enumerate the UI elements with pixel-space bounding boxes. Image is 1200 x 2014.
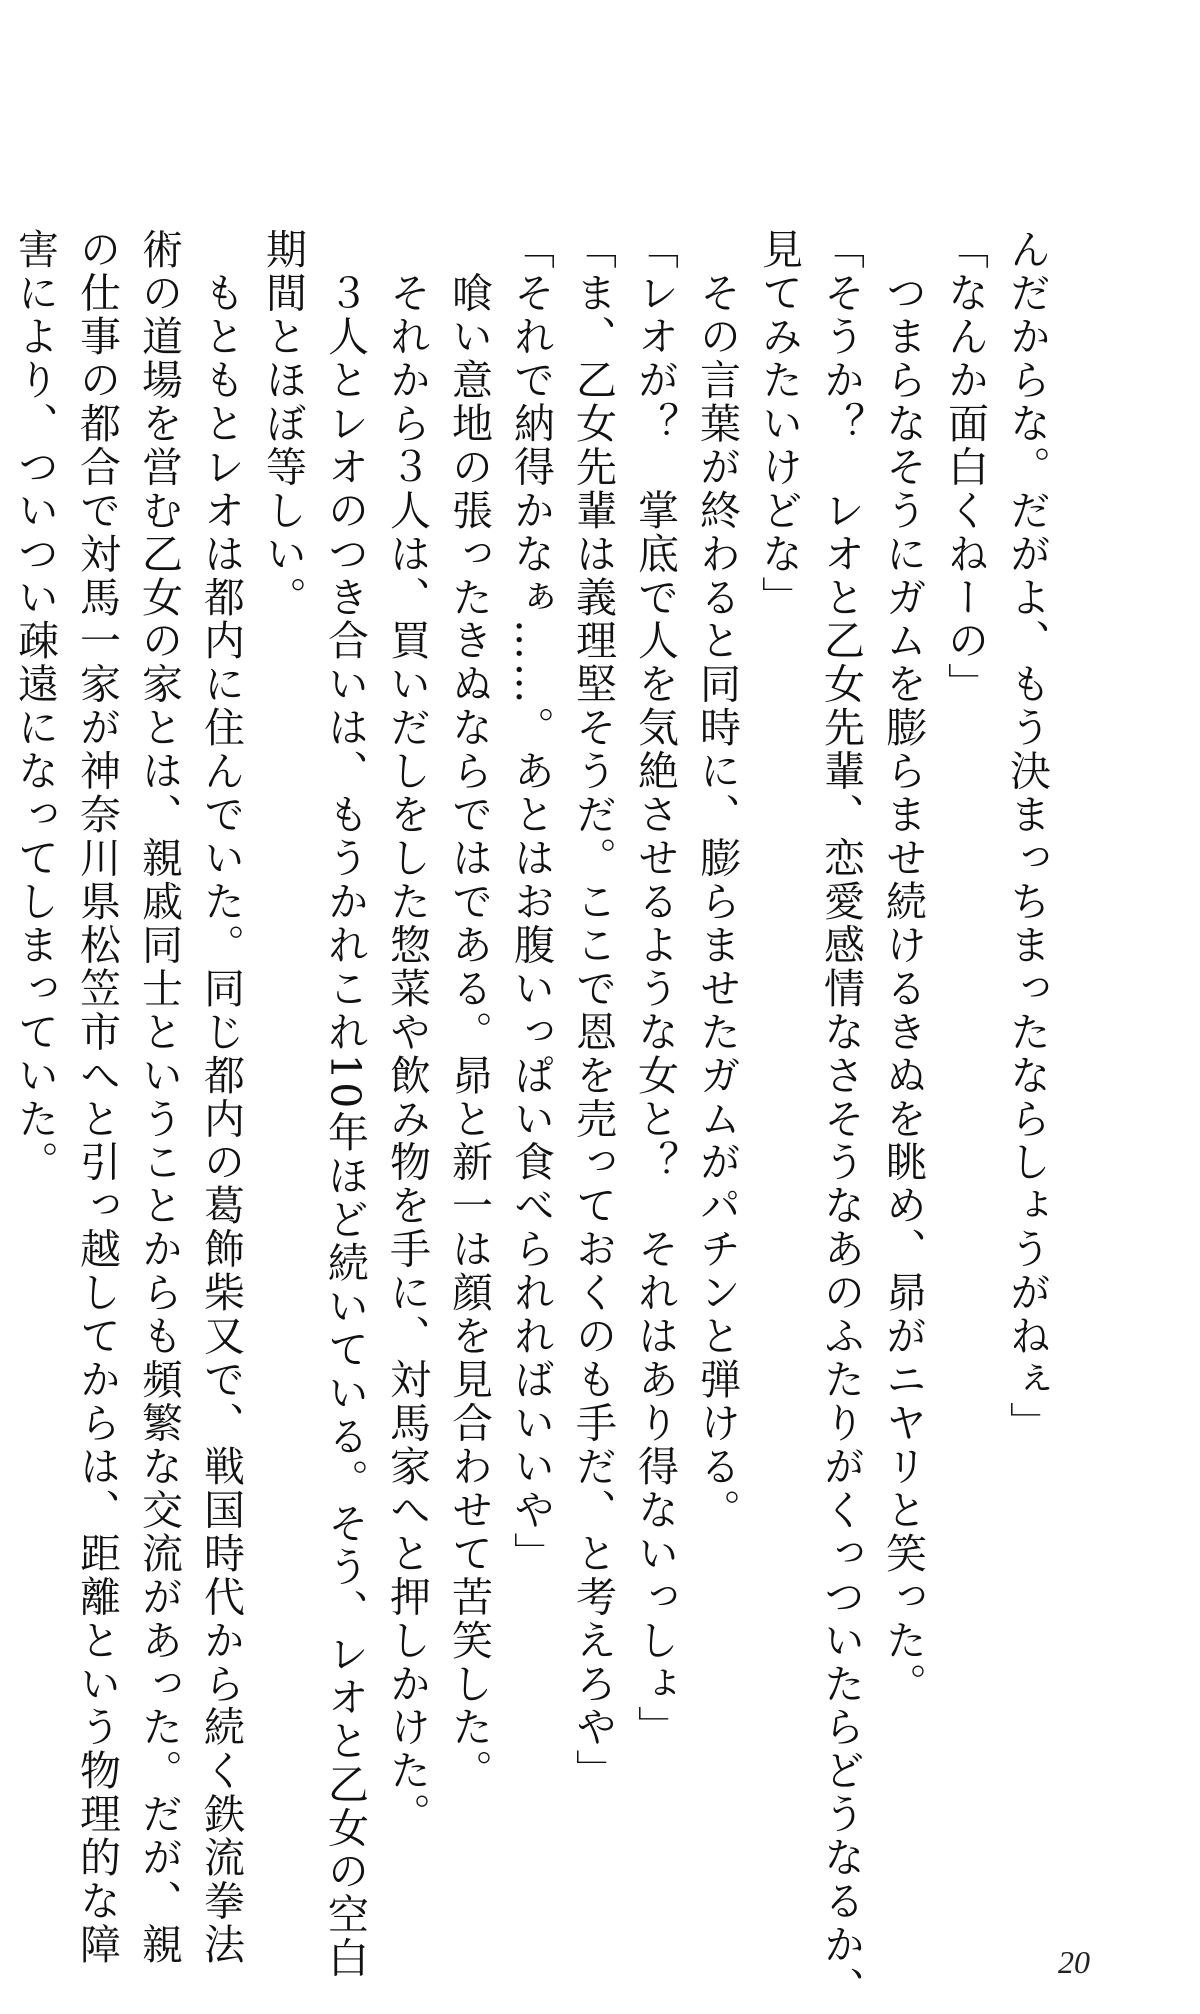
page-number: 20 [1058,1944,1090,1980]
text-line-5: 見てみたいけどな」 [755,228,803,620]
text-line-16: の仕事の都合で対馬一家が神奈川県松笠市へと引っ越してからは、距離という物理的な障 [73,228,121,1967]
vertical-text-block [4,228,1058,2010]
text-line-7: 「レオが？ 掌底で人を気絶させるような女と？ それはあり得ないっしょ」 [631,228,679,1750]
text-line-15: 術の道場を営む乙女の家とは、親戚同士ということからも頻繁な交流があった。だが、親 [135,228,183,1967]
text-line-9: 「それで納得かなぁ……。あとはお腹いっぱい食べられればいいや」 [507,228,555,1576]
text-line-10: 喰い意地の張ったきぬならではである。昴と新一は顔を見合わせて苦笑した。 [445,228,493,1793]
text-line-17: 害により、ついつい疎遠になってしまっていた。 [11,228,59,1185]
text-line-11: それから３人は、買いだしをした惣菜や飲み物を手に、対馬家へと押しかけた。 [383,228,431,1837]
text-line-13: 期間とほぼ等しい。 [259,228,307,620]
text-line-8: 「ま、乙女先輩は義理堅そうだ。ここで恩を売っておくのも手だ、と考えろや」 [569,228,617,1793]
text-line-3: つまらなそうにガムを膨らませ続けるきぬを眺め、昴がニヤリと笑った。 [879,228,927,1706]
text-line-1: んだからな。だがよ、もう決まっちまったならしょうがねぇ」 [1003,228,1051,1445]
text-line-14: もともとレオは都内に住んでいた。同じ都内の葛飾柴又で、戦国時代から続く鉄流拳法 [197,228,245,1967]
text-line-12: ３人とレオのつき合いは、もうかれこれ10年ほど続いている。そう、レオと乙女の空白 [321,228,369,1981]
text-line-2: 「なんか面白くねーの」 [941,228,989,707]
text-line-4: 「そうか？ レオと乙女先輩、恋愛感情なさそうなあのふたりがくっついたらどうなるか、 [817,228,865,2010]
text-line-6: その言葉が終わると同時に、膨らませたガムがパチンと弾ける。 [693,228,741,1532]
